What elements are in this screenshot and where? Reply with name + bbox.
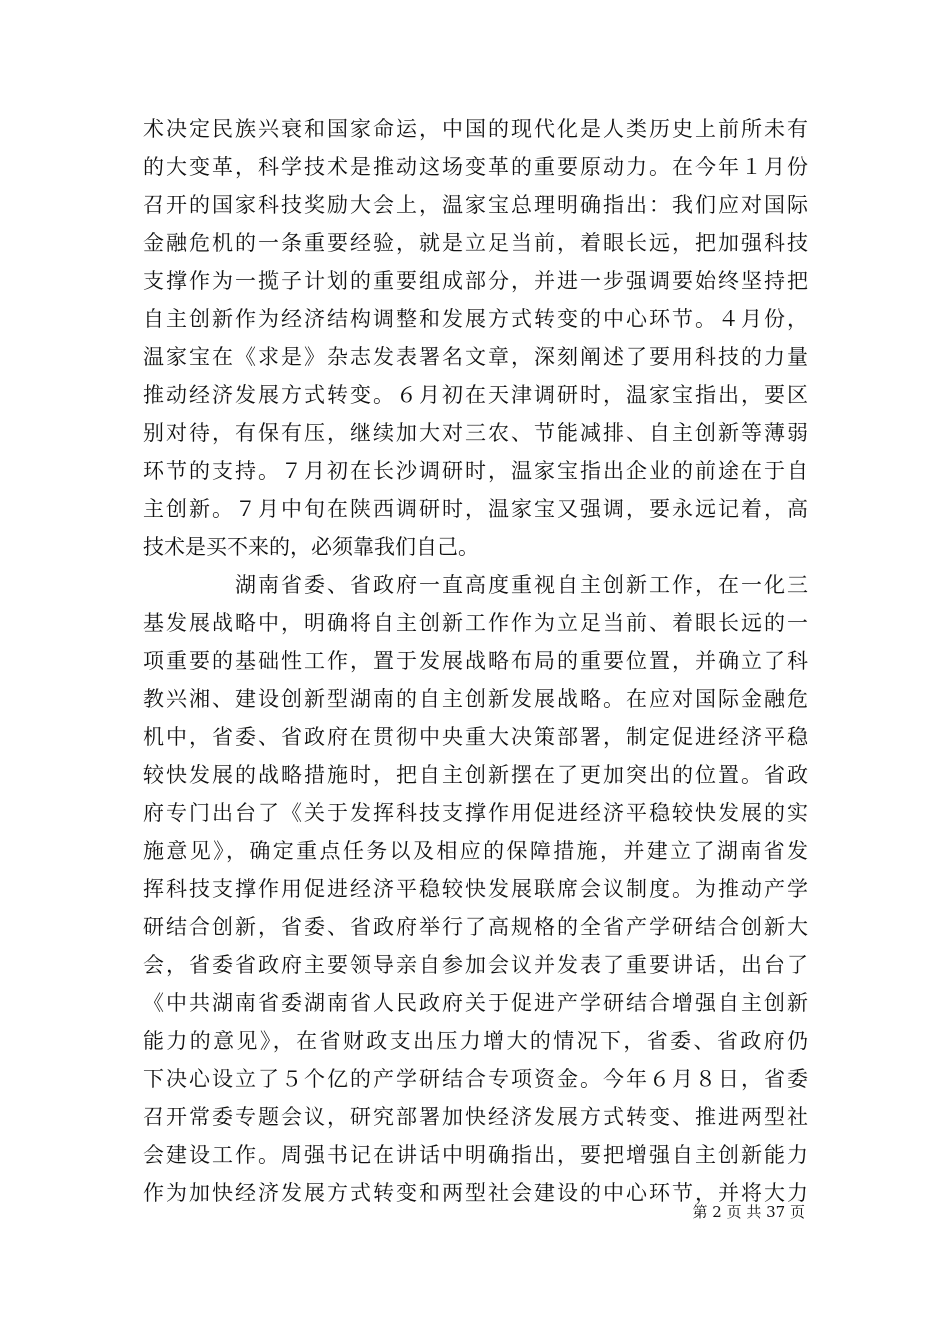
text-line: 《中共湖南省委湖南省人民政府关于促进产学研结合增强自主创新 xyxy=(143,991,808,1015)
page-number-footer: 第 2 页 共 37 页 xyxy=(692,1203,805,1221)
text-line: 会建设工作。周强书记在讲话中明确指出，要把增强自主创新能力 xyxy=(143,1143,808,1167)
text-line: 召开常委专题会议，研究部署加快经济发展方式转变、推进两型社 xyxy=(143,1105,808,1129)
text-line: 术决定民族兴衰和国家命运，中国的现代化是人类历史上前所未有 xyxy=(143,117,808,141)
text-line: 府专门出台了《关于发挥科技支撑作用促进经济平稳较快发展的实 xyxy=(143,801,808,825)
text-line: 技术是买不来的，必须靠我们自己。 xyxy=(143,535,479,559)
text-line: 挥科技支撑作用促进经济平稳较快发展联席会议制度。为推动产学 xyxy=(143,877,808,901)
text-line: 湖南省委、省政府一直高度重视自主创新工作，在一化三 xyxy=(235,573,808,597)
paragraph-1 xyxy=(143,110,808,566)
text-line: 环节的支持。７月初在长沙调研时，温家宝指出企业的前途在于自 xyxy=(143,459,808,483)
text-line: 金融危机的一条重要经验，就是立足当前，着眼长远，把加强科技 xyxy=(143,231,808,255)
text-line: 项重要的基础性工作，置于发展战略布局的重要位置，并确立了科 xyxy=(143,649,808,673)
text-line: 作为加快经济发展方式转变和两型社会建设的中心环节，并将大力 xyxy=(143,1181,808,1205)
text-line: 能力的意见》，在省财政支出压力增大的情况下，省委、省政府仍 xyxy=(143,1029,808,1053)
paragraph-2 xyxy=(143,566,808,1212)
text-line: 基发展战略中，明确将自主创新工作作为立足当前、着眼长远的一 xyxy=(143,611,808,635)
text-line: 召开的国家科技奖励大会上，温家宝总理明确指出：我们应对国际 xyxy=(143,193,808,217)
text-line: 别对待，有保有压，继续加大对三农、节能减排、自主创新等薄弱 xyxy=(143,421,808,445)
text-line: 温家宝在《求是》杂志发表署名文章，深刻阐述了要用科技的力量 xyxy=(143,345,808,369)
text-line: 自主创新作为经济结构调整和发展方式转变的中心环节。４月份， xyxy=(143,307,808,331)
text-line: 机中，省委、省政府在贯彻中央重大决策部署，制定促进经济平稳 xyxy=(143,725,808,749)
text-line: 施意见》，确定重点任务以及相应的保障措施，并建立了湖南省发 xyxy=(143,839,808,863)
text-line: 主创新。７月中旬在陕西调研时，温家宝又强调，要永远记着，高 xyxy=(143,497,808,521)
text-line: 支撑作为一揽子计划的重要组成部分，并进一步强调要始终坚持把 xyxy=(143,269,808,293)
text-line: 较快发展的战略措施时，把自主创新摆在了更加突出的位置。省政 xyxy=(143,763,808,787)
text-line: 教兴湘、建设创新型湖南的自主创新发展战略。在应对国际金融危 xyxy=(143,687,808,711)
text-line: 研结合创新，省委、省政府举行了高规格的全省产学研结合创新大 xyxy=(143,915,808,939)
text-line: 的大变革，科学技术是推动这场变革的重要原动力。在今年１月份 xyxy=(143,155,808,179)
text-line: 推动经济发展方式转变。６月初在天津调研时，温家宝指出，要区 xyxy=(143,383,808,407)
text-line: 会，省委省政府主要领导亲自参加会议并发表了重要讲话，出台了 xyxy=(143,953,808,977)
text-line: 下决心设立了５个亿的产学研结合专项资金。今年６月８日，省委 xyxy=(143,1067,808,1091)
body-text xyxy=(143,110,808,1212)
